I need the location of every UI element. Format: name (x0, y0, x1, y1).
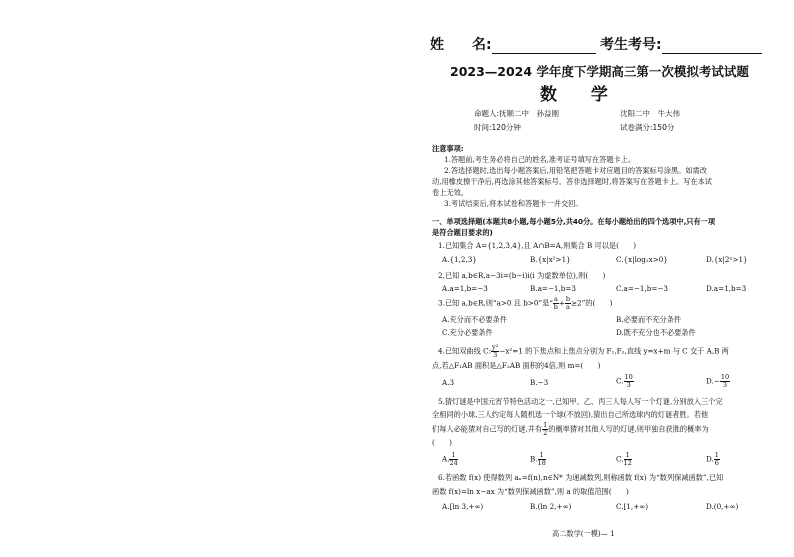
q4-option-c-den: 3 (626, 381, 631, 389)
q5-option-b-den: 18 (537, 459, 546, 467)
q5-option-d-label: D. (706, 454, 714, 464)
q6-option-d[interactable]: D.(0,+∞) (706, 502, 739, 511)
q1-option-d[interactable]: D.{x|2ˣ>1} (706, 255, 748, 264)
name-label-text: 姓 名: (430, 37, 492, 53)
q4-option-c-num: 10 (624, 373, 633, 381)
q5-frac-num: 1 (543, 421, 548, 429)
q5-line-3-pre: 们每人必能猜对自己写的灯谜,并有 (432, 424, 543, 434)
q5-option-a-frac (449, 452, 457, 467)
q5-option-a-num: 1 (449, 452, 457, 460)
q4-option-c-label: C. (616, 376, 624, 386)
q3-option-d[interactable]: D.既不充分也不必要条件 (616, 328, 696, 337)
q5-option-b-num: 1 (538, 452, 546, 460)
q4-option-c[interactable] (616, 374, 634, 389)
name-label (430, 34, 596, 54)
q6-option-a[interactable]: A.[ln 3,+∞) (442, 502, 484, 511)
section-1-heading-2: 是符合题目要求的) (432, 228, 493, 237)
q4-stem-post: −x²=1 的下焦点和上焦点分别为 F₁,F₂,直线 y=x+m 与 C 交于 A,B 两 (499, 346, 729, 356)
q4-option-c-frac (624, 374, 634, 389)
q5-line-1: 5.猜灯谜是中国元宵节特色活动之一,已知甲、乙、丙三人每人写一个灯谜,分别放入三个完 (438, 397, 723, 406)
q5-option-c-num: 1 (624, 452, 632, 460)
q4-option-d-label: D.− (706, 376, 720, 386)
q5-option-c-label: C. (616, 454, 624, 464)
q2-option-c[interactable]: C.a=−1,b=−3 (616, 284, 668, 293)
q5-option-b-frac (538, 452, 546, 467)
q6-line-2: 函数 f(x)=ln x−ax 为“数列保减函数”,则 a 的取值范围( ) (432, 487, 629, 496)
q1-stem: 1.已知集合 A={1,2,3,4},且 A∩B=A,则集合 B 可以是( ) (438, 241, 637, 250)
q4-frac-num: y² (492, 343, 499, 351)
q2-option-d[interactable]: D.a=1,b=3 (706, 284, 747, 293)
author-1: 命题人:抚顺二中 孙益刚 (474, 109, 560, 118)
exam-title: 2023—2024 学年度下学期高三第一次模拟考试试题 (450, 64, 749, 79)
author-2: 沈阳二中 牛大伟 (620, 109, 680, 118)
q4-option-d-den: 3 (722, 381, 728, 389)
q2-stem: 2.已知 a,b∈R,a−3i=(b−i)i(i 为虚数单位),则( ) (438, 271, 606, 280)
q3-plus: + (558, 298, 565, 308)
q3-frac-1-den: b (553, 303, 558, 311)
q1-option-b[interactable]: B.{x|x²>1} (530, 255, 571, 264)
q3-option-b[interactable]: B.必要而不充分条件 (616, 315, 682, 324)
q3-stem-pre: 3.已知 a,b∈R,则“a>0 且 b>0”是“ (438, 298, 553, 308)
exam-score: 试卷满分:150分 (620, 123, 675, 132)
note-3: 3.考试结束后,将本试卷和答题卡一并交回。 (444, 199, 583, 208)
q2-option-a[interactable]: A.a=1,b=−3 (442, 284, 488, 293)
note-2c: 卷上无效。 (432, 188, 468, 197)
q6-line-1: 6.若函数 f(x) 使得数列 aₙ=f(n),n∈N* 为递减数列,则称函数 f(x) 为“数列保减函数”,已知 (438, 473, 724, 482)
exam-time: 时间:120分钟 (474, 123, 521, 132)
q5-option-b[interactable] (530, 452, 546, 467)
q4-option-d-num: 10 (720, 373, 730, 381)
q3-frac-2-den: a (566, 303, 570, 311)
exam-number-label-text: 考生考号: (600, 37, 662, 53)
notes-heading: 注意事项: (432, 144, 464, 153)
q4-stem-2: 点,若△F₁AB 面积是△F₂AB 面积的4倍,则 m=( ) (432, 361, 601, 370)
q4-option-b[interactable]: B.−3 (530, 378, 549, 387)
q4-frac-den: 3 (493, 351, 498, 359)
name-blank[interactable] (492, 41, 596, 54)
q5-line-3-post: 的概率猜对其他人写的灯谜,则甲独自获胜的概率为 (548, 424, 709, 434)
page-footer: 高二数学(一模)— 1 (552, 529, 615, 538)
q5-option-a-label: A. (442, 454, 450, 464)
q3-stem-post: ≥2”的( ) (571, 298, 613, 308)
q5-line-4: ( ) (432, 438, 452, 447)
q5-option-d-num: 1 (714, 451, 719, 459)
q5-frac-den: 2 (543, 429, 548, 437)
q2-option-b[interactable]: B.a=−1,b=3 (530, 284, 576, 293)
q6-option-b[interactable]: B.(ln 2,+∞) (530, 502, 572, 511)
exam-number-blank[interactable] (662, 41, 762, 54)
q4-option-d[interactable] (706, 374, 730, 389)
note-2b: 动,用橡皮擦干净后,再选涂其他答案标号。答非选择题时,将答案写在答题卡上。写在本试 (432, 177, 712, 186)
q5-option-c-frac (624, 452, 632, 467)
q4-option-a[interactable]: A.3 (442, 378, 455, 387)
exam-paper (412, 0, 782, 557)
q5-option-d[interactable] (706, 452, 720, 467)
exam-number-label (600, 34, 762, 54)
q5-option-c-den: 12 (623, 459, 632, 467)
q4-stem-1 (438, 344, 729, 359)
q5-line-3 (432, 422, 709, 437)
q3-stem (438, 296, 612, 311)
q4-stem-pre: 4.已知双曲线 C: (438, 346, 492, 356)
q5-option-c[interactable] (616, 452, 632, 467)
section-1-heading: 一、单项选择题(本题共8小题,每小题5分,共40分。在每小题给出的四个选项中,只有一项 (432, 217, 716, 226)
q5-option-a-den: 24 (449, 459, 458, 467)
q1-option-c[interactable]: C.{x|log₂x>0} (616, 255, 668, 264)
q1-option-a[interactable]: A.{1,2,3} (442, 255, 477, 264)
q5-line-2: 全相同的小球,三人约定每人随机选一个球(不放回),猜出自己所选球内的灯谜者胜。若他 (432, 410, 709, 419)
q3-option-a[interactable]: A.充分而不必要条件 (442, 315, 507, 324)
q6-option-c[interactable]: C.[1,+∞) (616, 502, 649, 511)
q5-option-d-den: 6 (714, 459, 719, 467)
note-2a: 2.答选择题时,选出每小题答案后,用铅笔把答题卡对应题目的答案标号涂黑。如需改 (444, 166, 707, 175)
q3-frac-2-num: b (565, 295, 571, 303)
q5-option-a[interactable] (442, 452, 458, 467)
subject-title: 数 学 (540, 85, 622, 105)
q3-frac-1-num: a (553, 295, 558, 303)
q5-option-d-frac (714, 452, 720, 467)
q4-option-d-frac (720, 374, 730, 389)
note-1: 1.答题前,考生务必将自己的姓名,准考证号填写在答题卡上。 (444, 155, 636, 164)
q3-option-c[interactable]: C.充分必要条件 (442, 328, 493, 337)
q5-option-b-label: B. (530, 454, 538, 464)
